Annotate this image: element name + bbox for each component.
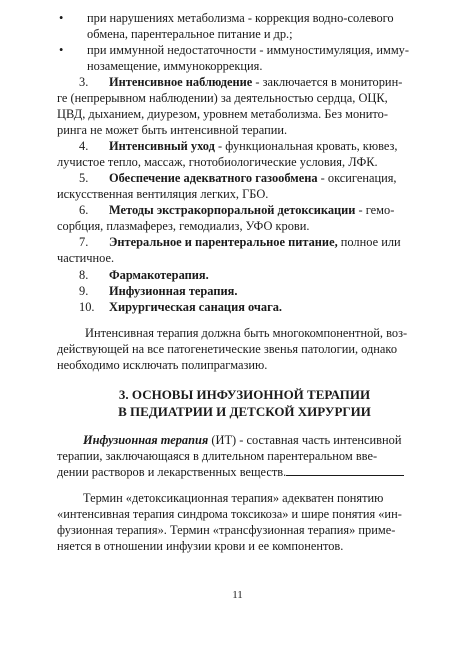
item-7 [57, 234, 432, 266]
item-title: Методы экстракорпоральной детоксикации [109, 203, 356, 217]
item-text: полное или [337, 235, 401, 249]
item-title: Интенсивное наблюдение [109, 75, 253, 89]
bullet-list [59, 10, 429, 74]
item-5 [57, 170, 432, 202]
underline-rule [286, 464, 404, 476]
item-number: 7. [79, 235, 89, 249]
paragraph-line: фузионная терапия». Термин «трансфузионная терапия» приме- [57, 523, 396, 537]
item-9 [57, 283, 237, 299]
item-title: Интенсивный уход [109, 139, 215, 153]
item-3 [57, 74, 432, 138]
item-text: - гемо- [355, 203, 395, 217]
item-text: - функциональная кровать, кювез, [214, 139, 398, 153]
definition-term: Инфузионная терапия [83, 433, 209, 447]
item-number: 10. [79, 300, 95, 314]
paragraph-line: Интенсивная терапия должна быть многокомпонентной, воз- [85, 326, 408, 340]
definition-text: терапии, заключающаяся в длительном парентеральном вве- [57, 449, 378, 463]
bullet-text: при нарушениях метаболизма - коррекция водно-солевого [87, 11, 394, 25]
section-heading-line: 3. ОСНОВЫ ИНФУЗИОННОЙ ТЕРАПИИ [118, 387, 371, 402]
item-number: 8. [79, 268, 89, 282]
item-text: - оксигенация, [317, 171, 397, 185]
item-text: ге (непрерывном наблюдении) за деятельностью сердца, ОЦК, [57, 91, 388, 105]
bullet-item [59, 10, 429, 42]
section-heading [57, 386, 432, 420]
item-number: 9. [79, 284, 89, 298]
conclusion-paragraph [57, 325, 432, 373]
item-8 [57, 267, 209, 283]
bullet-item [59, 42, 429, 74]
item-number: 6. [79, 203, 89, 217]
definition-paragraph [57, 432, 432, 480]
item-text: лучистое тепло, массаж, гнотобиологические условия, ЛФК. [57, 155, 378, 169]
item-text: - заключается в мониторин- [252, 75, 403, 89]
definition-text: (ИТ) - составная часть интенсивной [208, 433, 402, 447]
definition-text: дении растворов и лекарственных веществ. [57, 465, 287, 479]
paragraph-line: действующей на все патогенетические звенья патологии, однако [57, 342, 398, 356]
paragraph-line: Термин «детоксикационная терапия» адекватен понятию [83, 491, 384, 505]
bullet-glyph: • [59, 11, 64, 25]
item-title: Фармакотерапия. [109, 268, 209, 282]
item-4 [57, 138, 432, 170]
item-title: Обеспечение адекватного газообмена [109, 171, 318, 185]
item-number: 5. [79, 171, 89, 185]
term-paragraph [57, 490, 432, 554]
item-6 [57, 202, 432, 234]
item-text: ринга не может быть интенсивной терапии. [57, 123, 288, 137]
bullet-text: нозамещение, иммунокоррекция. [87, 59, 263, 73]
item-10 [57, 299, 282, 315]
item-number: 4. [79, 139, 89, 153]
item-title: Энтеральное и парентеральное питание, [109, 235, 338, 249]
item-title: Хирургическая санация очага. [109, 300, 282, 314]
item-text: ЦВД, дыханием, диурезом, уровнем метаболизма. Без монито- [57, 107, 389, 121]
item-text: сорбция, плазмаферез, гемодиализ, УФО крови. [57, 219, 310, 233]
item-text: искусственная вентиляция легких, ГБО. [57, 187, 269, 201]
page-number: 11 [232, 589, 243, 601]
paragraph-line: необходимо исключать полипрагмазию. [57, 358, 268, 372]
item-number: 3. [79, 75, 89, 89]
bullet-text: при иммунной недостаточности - иммуностимуляция, имму- [87, 43, 409, 57]
bullet-text: обмена, парентеральное питание и др.; [87, 27, 293, 41]
bullet-glyph: • [59, 43, 64, 57]
item-title: Инфузионная терапия. [109, 284, 238, 298]
section-heading-line: В ПЕДИАТРИИ И ДЕТСКОЙ ХИРУРГИИ [118, 404, 371, 419]
item-text: частичное. [57, 251, 115, 265]
paragraph-line: «интенсивная терапия синдрома токсикоза» и шире понятия «ин- [57, 507, 402, 521]
paragraph-line: няется в отношении инфузии крови и ее компонентов. [57, 539, 344, 553]
